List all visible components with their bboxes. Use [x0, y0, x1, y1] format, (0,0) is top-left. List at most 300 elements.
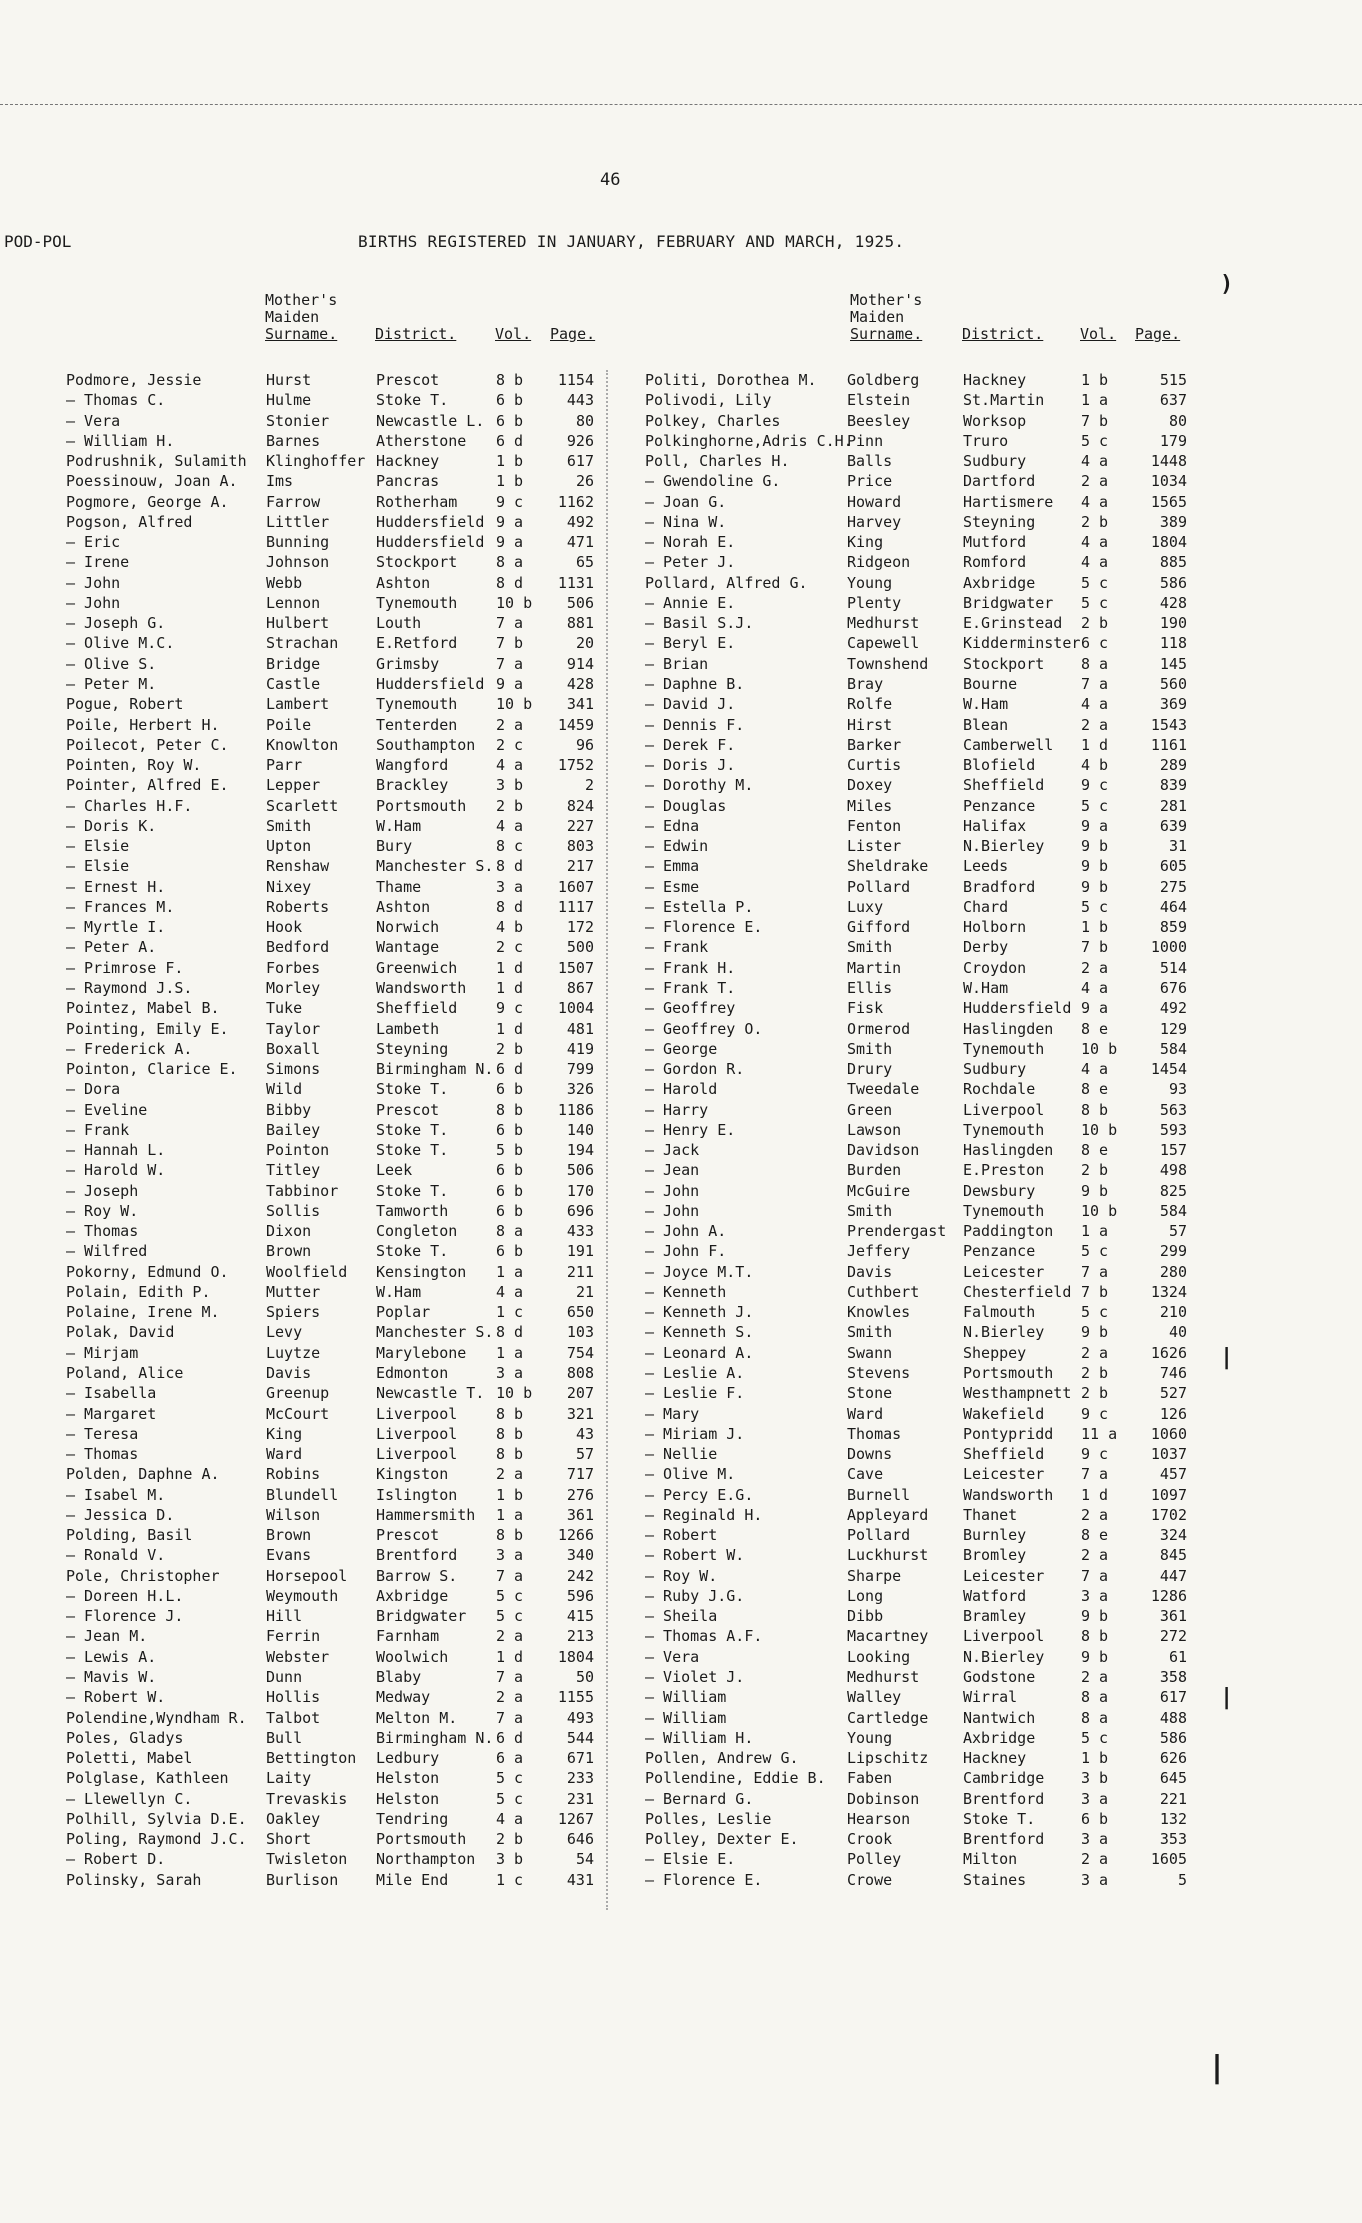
entry-vol: 4 a [496, 816, 524, 835]
entry-vol: 2 a [1081, 958, 1109, 977]
list-item [645, 1363, 1205, 1383]
list-item [66, 613, 606, 633]
entry-name: — Elsie E. [645, 1850, 736, 1869]
entry-name: Pole, Christopher [66, 1566, 220, 1585]
entry-maiden-surname: Pinn [847, 431, 884, 450]
entry-vol: 8 b [1081, 1100, 1109, 1119]
entry-district: Blean [963, 715, 1009, 734]
entry-page: 1161 [1150, 735, 1187, 754]
entry-name: — Frank T. [645, 978, 736, 997]
entry-name: — William H. [645, 1728, 754, 1747]
entry-maiden-surname: Looking [847, 1647, 911, 1666]
entry-name: — Elsie [66, 857, 130, 876]
entry-page: 21 [575, 1282, 594, 1301]
entry-district: Sudbury [963, 1060, 1027, 1079]
entry-page: 1154 [557, 371, 594, 389]
entry-vol: 8 b [496, 1404, 524, 1423]
entry-vol: 4 a [1081, 452, 1109, 471]
entry-page: 464 [1159, 897, 1187, 916]
margin-mark: ) [1220, 272, 1234, 297]
entry-name: Polden, Daphne A. [66, 1465, 220, 1484]
entry-maiden-surname: Horsepool [266, 1566, 348, 1585]
entry-district: N.Bierley [963, 837, 1045, 856]
entry-district: W.Ham [376, 1282, 422, 1301]
entry-page: 1097 [1150, 1485, 1187, 1504]
entry-name: Polkey, Charles [645, 411, 781, 430]
list-item [645, 958, 1205, 978]
entry-maiden-surname: Poile [266, 715, 312, 734]
entry-vol: 2 a [1081, 1343, 1109, 1362]
entry-name: Politi, Dorothea M. [645, 371, 817, 389]
entry-maiden-surname: Plenty [847, 593, 902, 612]
entry-maiden-surname: Short [266, 1830, 312, 1849]
list-item [645, 1079, 1205, 1099]
entry-page: 369 [1159, 695, 1187, 714]
margin-mark: | [1220, 1345, 1234, 1370]
entry-vol: 2 a [1081, 1668, 1109, 1686]
list-item [645, 451, 1205, 471]
entry-page: 515 [1159, 371, 1187, 389]
entry-name: — Jean [645, 1161, 700, 1180]
entry-district: Northampton [376, 1850, 476, 1869]
entry-vol: 5 c [496, 1586, 524, 1605]
entry-name: — John [66, 593, 121, 612]
list-item [66, 1829, 606, 1849]
entry-page: 132 [1159, 1809, 1187, 1828]
entry-district: Helston [376, 1769, 440, 1788]
entry-vol: 1 d [496, 978, 524, 997]
entry-vol: 5 c [1081, 1303, 1109, 1322]
entry-district: Ashton [376, 573, 431, 592]
entry-vol: 5 c [1081, 573, 1109, 592]
entry-name: — Vera [645, 1647, 700, 1666]
entry-district: Southampton [376, 735, 476, 754]
list-item [645, 532, 1205, 552]
entry-name: — Thomas A.F. [645, 1627, 763, 1646]
entry-page: 96 [575, 735, 594, 754]
entry-page: 1266 [557, 1526, 594, 1545]
entry-name: Poile, Herbert H. [66, 715, 220, 734]
entry-page: 584 [1159, 1039, 1187, 1058]
entry-page: 80 [575, 411, 594, 430]
entry-district: Westhampnett [963, 1384, 1072, 1403]
entry-district: Poplar [376, 1303, 431, 1322]
entry-maiden-surname: Webster [266, 1647, 330, 1666]
entry-page: 170 [566, 1181, 594, 1200]
entry-district: Axbridge [376, 1586, 449, 1605]
list-item [66, 998, 606, 1018]
entry-district: Chesterfield [963, 1282, 1072, 1301]
entry-vol: 3 b [496, 1850, 524, 1869]
entry-maiden-surname: Miles [847, 796, 893, 815]
entry-vol: 6 d [496, 431, 524, 450]
entry-name: — Leslie A. [645, 1364, 745, 1383]
entry-page: 803 [566, 837, 594, 856]
entry-name: — John [645, 1201, 700, 1220]
entry-district: Bourne [963, 674, 1018, 693]
entry-vol: 8 e [1081, 1080, 1109, 1099]
list-item [645, 654, 1205, 674]
entry-maiden-surname: Nixey [266, 877, 312, 896]
entry-maiden-surname: Goldberg [847, 371, 920, 389]
entry-district: Bromley [963, 1546, 1027, 1565]
entry-vol: 2 a [496, 1627, 524, 1646]
entry-maiden-surname: Price [847, 472, 893, 491]
entry-page: 65 [575, 553, 594, 572]
entry-maiden-surname: Lepper [266, 776, 321, 795]
entry-district: Stoke T. [376, 391, 449, 410]
entry-vol: 1 a [496, 1262, 524, 1281]
entry-name: Pollard, Alfred G. [645, 573, 808, 592]
entry-name: — Irene [66, 553, 130, 572]
entry-name: Polinsky, Sarah [66, 1870, 202, 1889]
entry-name: Pokorny, Edmund O. [66, 1262, 229, 1281]
entry-maiden-surname: Stonier [266, 411, 330, 430]
entry-page: 492 [1159, 999, 1187, 1018]
entry-vol: 2 c [496, 938, 524, 957]
list-item [66, 1140, 606, 1160]
entry-page: 272 [1159, 1627, 1187, 1646]
entry-vol: 10 b [1081, 1120, 1118, 1139]
entry-vol: 5 c [1081, 593, 1109, 612]
list-item [645, 1586, 1205, 1606]
entry-page: 1324 [1150, 1282, 1187, 1301]
list-item [645, 1829, 1205, 1849]
entry-page: 885 [1159, 553, 1187, 572]
entry-page: 194 [566, 1141, 594, 1160]
list-item [66, 715, 606, 735]
entry-maiden-surname: Wild [266, 1080, 303, 1099]
entry-page: 361 [566, 1505, 594, 1524]
entry-vol: 7 a [1081, 1465, 1109, 1484]
entry-name: — Frank H. [645, 958, 736, 977]
entry-district: Burnley [963, 1526, 1027, 1545]
entry-district: Sheffield [376, 999, 458, 1018]
header-maiden-surname [850, 292, 960, 343]
entry-district: Greenwich [376, 958, 458, 977]
entry-district: Truro [963, 431, 1009, 450]
entry-name: — Robert W. [66, 1688, 166, 1707]
entry-maiden-surname: Dobinson [847, 1789, 920, 1808]
entry-maiden-surname: Sharpe [847, 1566, 902, 1585]
entry-district: Hartismere [963, 492, 1054, 511]
entry-district: Stoke T. [376, 1141, 449, 1160]
list-item [645, 573, 1205, 593]
entry-district: Farnham [376, 1627, 440, 1646]
entry-page: 560 [1159, 674, 1187, 693]
entry-vol: 1 b [1081, 1749, 1109, 1768]
list-item [66, 897, 606, 917]
entry-district: Paddington [963, 1222, 1054, 1241]
entry-district: Huddersfield [376, 512, 485, 531]
entry-district: Pancras [376, 472, 440, 491]
entry-page: 617 [1159, 1688, 1187, 1707]
entry-page: 514 [1159, 958, 1187, 977]
list-item [645, 998, 1205, 1018]
entry-page: 419 [566, 1039, 594, 1058]
list-item [66, 1687, 606, 1707]
entry-maiden-surname: Smith [847, 938, 893, 957]
entry-page: 172 [566, 918, 594, 937]
entry-maiden-surname: Downs [847, 1445, 893, 1464]
right-column-header [850, 292, 1190, 352]
entry-page: 650 [566, 1303, 594, 1322]
entry-district: Huddersfield [376, 533, 485, 552]
list-item [66, 836, 606, 856]
entry-vol: 8 c [496, 837, 524, 856]
entry-district: Leek [376, 1161, 413, 1180]
entry-district: Stockport [376, 553, 458, 572]
entry-page: 1626 [1150, 1343, 1187, 1362]
list-item [645, 1383, 1205, 1403]
entry-name: — Ruby J.G. [645, 1586, 745, 1605]
entry-maiden-surname: Barker [847, 735, 902, 754]
entry-district: Bradford [963, 877, 1036, 896]
list-item [66, 1019, 606, 1039]
list-item [645, 1626, 1205, 1646]
list-item [66, 573, 606, 593]
list-item [645, 1708, 1205, 1728]
entry-maiden-surname: Stone [847, 1384, 893, 1403]
entry-page: 43 [575, 1424, 594, 1443]
entry-vol: 8 b [496, 1526, 524, 1545]
entry-page: 881 [566, 614, 594, 633]
list-item [645, 370, 1205, 390]
entry-vol: 8 a [1081, 1708, 1109, 1727]
entry-page: 443 [566, 391, 594, 410]
entry-vol: 8 e [1081, 1019, 1109, 1038]
entry-district: Sudbury [963, 452, 1027, 471]
entry-vol: 5 c [1081, 1728, 1109, 1747]
header-maiden-line2: Maiden [850, 308, 905, 326]
entry-maiden-surname: Greenup [266, 1384, 330, 1403]
entry-page: 586 [1159, 1728, 1187, 1747]
entry-maiden-surname: Martin [847, 958, 902, 977]
list-item [645, 856, 1205, 876]
entry-name: — Olive M.C. [66, 634, 175, 653]
entry-vol: 6 b [496, 1080, 524, 1099]
entry-name: — Llewellyn C. [66, 1789, 193, 1808]
entry-maiden-surname: Bibby [266, 1100, 312, 1119]
entry-name: — Isabel M. [66, 1485, 166, 1504]
entry-page: 61 [1168, 1647, 1187, 1666]
entry-maiden-surname: Davis [847, 1262, 893, 1281]
entry-maiden-surname: Ferrin [266, 1627, 321, 1646]
list-item [66, 1262, 606, 1282]
entry-maiden-surname: Twisleton [266, 1850, 348, 1869]
entry-district: Woolwich [376, 1647, 449, 1666]
entry-name: Pogson, Alfred [66, 512, 193, 531]
entry-name: Polendine,Wyndham R. [66, 1708, 247, 1727]
entry-district: Mile End [376, 1870, 449, 1889]
list-item [66, 390, 606, 410]
entry-district: Leicester [963, 1566, 1045, 1585]
entry-name: — Robert D. [66, 1850, 166, 1869]
entry-name: — Roy W. [645, 1566, 718, 1585]
entry-name: — William H. [66, 431, 175, 450]
entry-vol: 10 b [496, 1384, 533, 1403]
entry-maiden-surname: Elstein [847, 391, 911, 410]
entry-vol: 4 b [1081, 756, 1109, 775]
list-item [645, 411, 1205, 431]
entry-page: 129 [1159, 1019, 1187, 1038]
entry-vol: 4 b [496, 918, 524, 937]
entry-maiden-surname: Farrow [266, 492, 321, 511]
entry-name: — Elsie [66, 837, 130, 856]
entry-vol: 8 d [496, 1323, 524, 1342]
list-item [66, 1181, 606, 1201]
entry-vol: 2 a [1081, 472, 1109, 491]
entry-maiden-surname: Levy [266, 1323, 303, 1342]
entry-page: 80 [1168, 411, 1187, 430]
entry-vol: 1 d [496, 1647, 524, 1666]
entry-name: — Thomas C. [66, 391, 166, 410]
entry-maiden-surname: Roberts [266, 897, 330, 916]
entry-maiden-surname: Woolfield [266, 1262, 348, 1281]
entry-page: 637 [1159, 391, 1187, 410]
header-district: District. [375, 325, 457, 343]
entry-district: Bridgwater [963, 593, 1054, 612]
list-item [66, 1545, 606, 1565]
entry-page: 498 [1159, 1161, 1187, 1180]
entry-district: Blaby [376, 1668, 422, 1686]
entry-district: Tynemouth [963, 1201, 1045, 1220]
list-item [66, 1505, 606, 1525]
header-maiden-surname [265, 292, 375, 343]
entry-maiden-surname: Mutter [266, 1282, 321, 1301]
entry-name: — Nina W. [645, 512, 727, 531]
entry-district: Tamworth [376, 1201, 449, 1220]
entry-name: — Henry E. [645, 1120, 736, 1139]
list-item [66, 674, 606, 694]
list-item [66, 633, 606, 653]
entry-name: — Joan G. [645, 492, 727, 511]
entry-page: 118 [1159, 634, 1187, 653]
entry-district: Stoke T. [376, 1242, 449, 1261]
entry-page: 428 [566, 674, 594, 693]
entry-vol: 8 e [1081, 1141, 1109, 1160]
entry-name: — Bernard G. [645, 1789, 754, 1808]
entry-district: Brackley [376, 776, 449, 795]
entry-name: — Doris K. [66, 816, 157, 835]
entry-name: — Robert W. [645, 1546, 745, 1565]
entry-vol: 1 d [496, 1019, 524, 1038]
entry-vol: 10 b [496, 695, 533, 714]
entry-district: Dewsbury [963, 1181, 1036, 1200]
entry-vol: 1 a [496, 1343, 524, 1362]
entry-district: Newcastle T. [376, 1384, 485, 1403]
entry-maiden-surname: Bunning [266, 533, 330, 552]
entry-district: Ashton [376, 897, 431, 916]
entry-vol: 9 c [1081, 1404, 1109, 1423]
entry-district: Bury [376, 837, 413, 856]
entry-vol: 5 c [496, 1607, 524, 1626]
entry-district: Wantage [376, 938, 440, 957]
entry-maiden-surname: Evans [266, 1546, 312, 1565]
entry-name: — Percy E.G. [645, 1485, 754, 1504]
list-item [645, 1019, 1205, 1039]
entry-maiden-surname: Curtis [847, 756, 902, 775]
entry-name: — Dorothy M. [645, 776, 754, 795]
entry-vol: 9 c [1081, 776, 1109, 795]
entry-name: — Peter J. [645, 553, 736, 572]
entry-maiden-surname: Bettington [266, 1749, 357, 1768]
entry-maiden-surname: Bailey [266, 1120, 321, 1139]
list-item [66, 1667, 606, 1687]
entry-vol: 8 b [496, 371, 524, 389]
header-maiden-line1: Mother's [265, 291, 338, 309]
entry-page: 527 [1159, 1384, 1187, 1403]
entry-name: — Hannah L. [66, 1141, 166, 1160]
entry-district: Wangford [376, 756, 449, 775]
list-item [645, 1302, 1205, 1322]
entry-vol: 7 a [496, 1566, 524, 1585]
list-item [66, 471, 606, 491]
entry-maiden-surname: Dunn [266, 1668, 303, 1686]
entry-vol: 9 c [1081, 1445, 1109, 1464]
list-item [645, 775, 1205, 795]
entry-maiden-surname: Bridge [266, 654, 321, 673]
entry-maiden-surname: Titley [266, 1161, 321, 1180]
entry-district: Wandsworth [963, 1485, 1054, 1504]
entry-vol: 2 a [496, 715, 524, 734]
entry-name: — Jean M. [66, 1627, 148, 1646]
entry-maiden-surname: Barnes [266, 431, 321, 450]
entry-district: Wirral [963, 1688, 1018, 1707]
entry-district: Louth [376, 614, 422, 633]
entry-name: — Frank [645, 938, 709, 957]
entry-vol: 2 b [1081, 614, 1109, 633]
entry-maiden-surname: Medhurst [847, 614, 920, 633]
list-item [66, 978, 606, 998]
entry-name: — Thomas [66, 1445, 139, 1464]
list-item [66, 816, 606, 836]
entry-district: Thame [376, 877, 422, 896]
entry-maiden-surname: Littler [266, 512, 330, 531]
entry-name: — Kenneth S. [645, 1323, 754, 1342]
entry-page: 1565 [1150, 492, 1187, 511]
entry-page: 326 [566, 1080, 594, 1099]
entry-vol: 8 d [496, 897, 524, 916]
list-item [645, 1322, 1205, 1342]
entry-page: 361 [1159, 1607, 1187, 1626]
entry-maiden-surname: Taylor [266, 1019, 321, 1038]
entry-name: — Mary [645, 1404, 700, 1423]
entry-vol: 8 d [496, 857, 524, 876]
entry-vol: 1 b [496, 452, 524, 471]
entry-vol: 6 b [496, 1242, 524, 1261]
entry-page: 1000 [1150, 938, 1187, 957]
entry-name: — Kenneth [645, 1282, 727, 1301]
entry-name: — Joseph G. [66, 614, 166, 633]
entry-page: 126 [1159, 1404, 1187, 1423]
entry-name: — Lewis A. [66, 1647, 157, 1666]
entry-vol: 4 a [1081, 533, 1109, 552]
entry-vol: 3 a [496, 877, 524, 896]
entry-page: 859 [1159, 918, 1187, 937]
page-title: BIRTHS REGISTERED IN JANUARY, FEBRUARY AND MARCH, 1925. [358, 232, 905, 251]
entry-maiden-surname: Green [847, 1100, 893, 1119]
entry-maiden-surname: King [266, 1424, 303, 1443]
entry-maiden-surname: Howard [847, 492, 902, 511]
entry-district: Holborn [963, 918, 1027, 937]
entry-vol: 9 c [496, 999, 524, 1018]
entry-page: 596 [566, 1586, 594, 1605]
entry-maiden-surname: Johnson [266, 553, 330, 572]
list-item [645, 1545, 1205, 1565]
entry-vol: 1 d [1081, 735, 1109, 754]
entry-page: 1004 [557, 999, 594, 1018]
